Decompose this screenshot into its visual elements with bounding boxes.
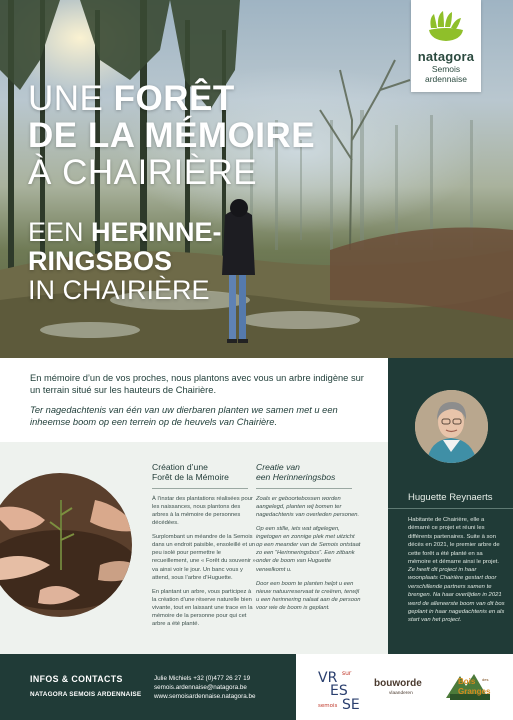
column-fr (152, 462, 257, 634)
hand-leaves-icon (425, 10, 467, 42)
hands-planting-photo (0, 470, 150, 620)
hero-title-line1-light: UNE (28, 79, 114, 118)
column-fr-heading (152, 462, 257, 483)
column-nl-heading-line2: een Herinneringsbos (256, 472, 336, 483)
contact-email[interactable]: semois.ardennaise@natagora.be (154, 684, 247, 692)
hero-sub-line1-bold: HERINNE- (91, 217, 222, 247)
side-text-nl: Ze heeft dit project in haar woonplaats Chairière gestart door verschillende partners samen te brengen. Na haar overlijden in 2021 werd de allereerste boom van dit bos geplant in haar nagedachtenis en als start van het project. (408, 567, 505, 624)
logo-name: natagora (417, 49, 475, 64)
hero-sub-line3: IN CHAIRIÈRE (28, 275, 210, 305)
bouworde-logo: bouworde (374, 678, 422, 689)
column-fr-p2: Surplombant un méandre de la Semois dans un endroit paisible, ensoleillé et un peu isolé pour permettre le recueillement, une « Forêt du souvenir » va ainsi voir le jour. Un banc vous y attend, sous l’arbre d’Huguette. (152, 534, 256, 581)
vresse-es: ES (330, 683, 348, 699)
column-nl (256, 462, 361, 618)
portrait-photo (415, 390, 488, 463)
column-fr-rule (152, 488, 248, 489)
hero-title-line3: À CHAIRIÈRE (28, 153, 258, 192)
footer-contact (154, 674, 256, 702)
footer-title: INFOS & CONTACTS (30, 674, 123, 684)
person-name: Huguette Reynaerts (408, 492, 493, 503)
hero-title-nl (28, 218, 222, 305)
hero-title-line1-bold: FORÊT (113, 79, 235, 118)
intro-text-nl: Ter nagedachtenis van één van uw dierbaren planten we samen met u een inheemse boom op een terrein op de heuvels van Chairière. (30, 405, 338, 427)
vresse-semois: semois (318, 703, 338, 709)
column-nl-heading-line1: Creatie van (256, 462, 300, 472)
column-fr-heading-line1: Création d’une (152, 462, 208, 472)
column-nl-p3: Door een boom te planten helpt u een nieuw natuurreservaat te creëren, terwijl u een herinnering nalaat aan de persoon voor wie de boom is geplant. (256, 580, 361, 611)
hero-title-fr (28, 80, 315, 191)
column-nl-p1: Zoals er geboortebossen worden aangelegd, planten wij bomen ter nagedachtenis van overleden personen. (256, 495, 360, 518)
partner-logos (296, 654, 513, 720)
bois-line1: Bois (458, 677, 476, 686)
vresse-sur: sur (342, 670, 352, 677)
column-nl-rule (256, 488, 352, 489)
vresse-vr: VR (318, 670, 338, 686)
column-nl-p2: Op een stille, iets wat afgelegen, ingetogen en zonnige plek met uitzicht op een meander van de Semois ontstaat zo een “Herinneringsbos”. Een zitbank onder de boom van Huguette verwelkomt u. (256, 526, 361, 573)
hero-title-line2: DE LA MÉMOIRE (28, 116, 316, 155)
side-text-fr: Habitante de Chairière, elle a démarré ce projet et réuni les différents partenaires. Suite à son décès en 2021, le premier arbre de cette forêt a été planté en sa mémoire et démarre ainsi le projet. (408, 517, 500, 566)
column-fr-p1: À l’instar des plantations réalisées pour les naissances, nous plantons des arbres à la mémoire de personnes décédées. (152, 495, 253, 527)
divider (388, 508, 513, 509)
column-nl-heading (256, 462, 361, 483)
column-fr-p3: En plantant un arbre, vous participez à la création d’une réserve naturelle bien vivante, tout en laissant une trace en la mémoire de la personne pour qui cet arbre a été planté. (152, 588, 253, 628)
intro-text-fr: En mémoire d’un de vos proches, nous plantons avec vous un arbre indigène sur un terrain situé sur les hauteurs de Chairière. (30, 373, 364, 395)
bois-des: des (482, 677, 489, 682)
hero-sub-line1-light: EEN (28, 217, 92, 247)
contact-name-phone: Julie Michiels +32 (0)477 26 27 19 (154, 675, 251, 682)
vresse-se: SE (342, 697, 360, 711)
contact-website[interactable]: www.semoisardennaise.natagora.be (154, 693, 256, 701)
column-fr-heading-line2: Forêt de la Mémoire (152, 472, 229, 483)
logo-sub-line1: Semois (431, 64, 461, 74)
natagora-logo (411, 0, 481, 92)
huguette-panel (388, 358, 513, 654)
bouworde-sub: vlaanderen (389, 691, 413, 696)
intro-section (0, 358, 388, 442)
hero-sub-line2: RINGSBOS (28, 246, 173, 276)
bois-des-granges-logo (436, 668, 506, 711)
footer-subtitle: NATAGORA SEMOIS ARDENNAISE (30, 691, 142, 698)
logo-sub-line2: ardennaise (424, 74, 468, 84)
bois-line2: Granges (458, 687, 491, 696)
vresse-logo (316, 667, 368, 715)
footer (0, 654, 296, 720)
content-section (0, 442, 388, 654)
hero-photo (0, 0, 513, 358)
